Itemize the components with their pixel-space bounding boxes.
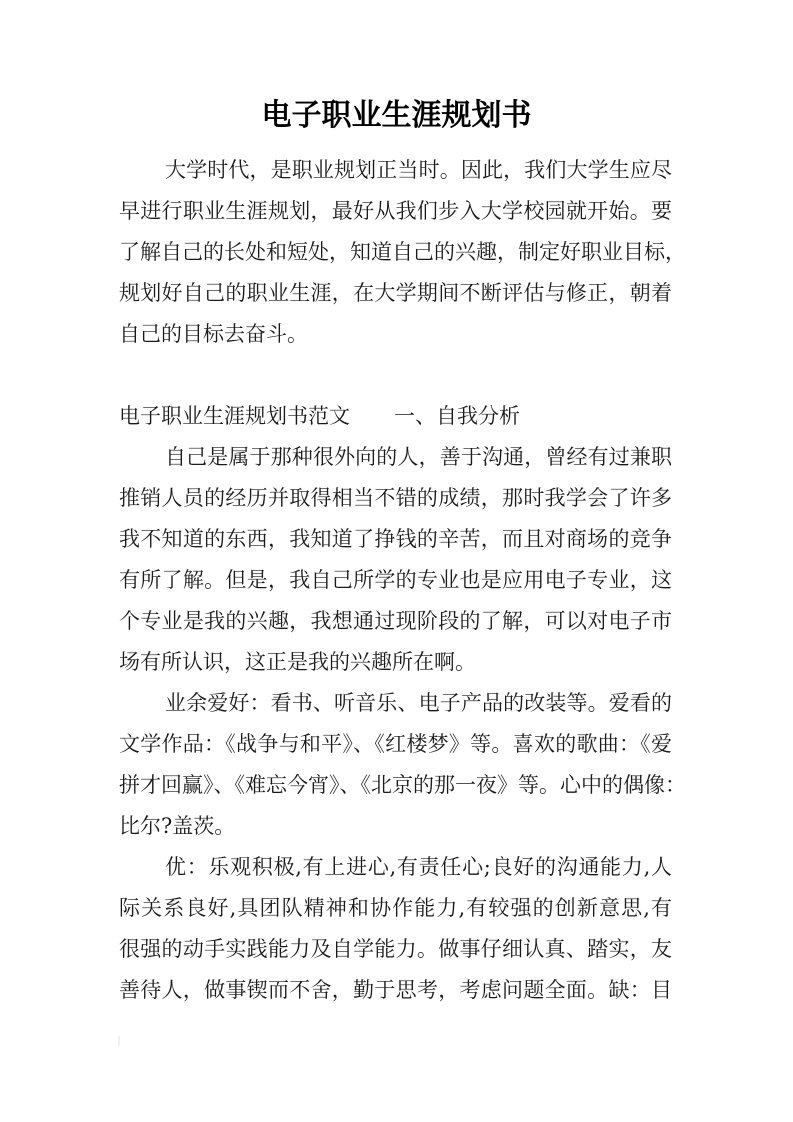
blank-line bbox=[119, 355, 672, 396]
section-heading bbox=[119, 396, 672, 437]
intro-paragraph bbox=[119, 150, 686, 355]
paragraph-line: 规划好自己的职业生涯，在大学期间不断评估与修正，朝着 bbox=[119, 281, 672, 305]
paragraph-line: 自己的目标去奋斗。 bbox=[119, 322, 308, 346]
paragraph-line: 比尔?盖茨。 bbox=[119, 814, 236, 838]
margin-marker bbox=[118, 1036, 120, 1046]
paragraph-line: 我不知道的东西，我知道了挣钱的辛苦，而且对商场的竞争 bbox=[119, 527, 672, 551]
strengths-paragraph bbox=[119, 847, 672, 1011]
paragraph-line: 自己是属于那种很外向的人，善于沟通，曾经有过兼职 bbox=[165, 445, 672, 469]
paragraph-line: 早进行职业生涯规划，最好从我们步入大学校园就开始。要 bbox=[119, 199, 672, 223]
hobbies-paragraph bbox=[119, 683, 686, 847]
paragraph-line: 个专业是我的兴趣，我想通过现阶段的了解，可以对电子市 bbox=[119, 609, 672, 633]
paragraph-line: 际关系良好,具团队精神和协作能力,有较强的创新意思,有 bbox=[119, 896, 672, 920]
paragraph-line: 拼才回赢》、《难忘今宵》、《北京的那一夜》等。心中的偶像： bbox=[119, 773, 686, 797]
paragraph-line: 推销人员的经历并取得相当不错的成绩，那时我学会了许多 bbox=[119, 486, 672, 510]
section-heading-left: 电子职业生涯规划书范文 bbox=[119, 404, 350, 428]
paragraph-line: 很强的动手实践能力及自学能力。做事仔细认真、踏实，友 bbox=[119, 937, 672, 961]
self-analysis-paragraph bbox=[119, 437, 672, 683]
document-title: 电子职业生涯规划书 bbox=[261, 98, 532, 133]
document-body bbox=[119, 150, 686, 1011]
paragraph-line: 场有所认识，这正是我的兴趣所在啊。 bbox=[119, 650, 476, 674]
paragraph-line: 有所了解。但是，我自己所学的专业也是应用电子专业，这 bbox=[119, 568, 672, 592]
paragraph-line: 业余爱好：看书、听音乐、电子产品的改装等。爱看的 bbox=[165, 691, 672, 715]
paragraph-line: 大学时代，是职业规划正当时。因此，我们大学生应尽 bbox=[165, 158, 672, 182]
paragraph-line: 优：乐观积极,有上进心,有责任心;良好的沟通能力,人 bbox=[165, 855, 672, 879]
paragraph-line: 了解自己的长处和短处，知道自己的兴趣，制定好职业目标， bbox=[119, 240, 686, 264]
paragraph-line: 文学作品：《战争与和平》、《红楼梦》等。喜欢的歌曲：《爱 bbox=[119, 732, 672, 756]
paragraph-line: 善待人，做事锲而不舍，勤于思考，考虑问题全面。缺：目 bbox=[119, 978, 672, 1002]
section-heading-right: 一、自我分析 bbox=[394, 404, 520, 428]
